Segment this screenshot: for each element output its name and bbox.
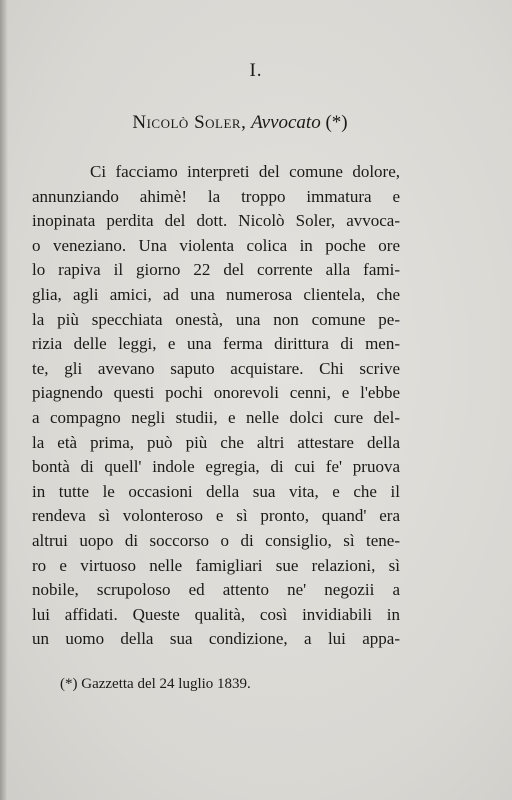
text-line: un uomo della sua condizione, a lui appa- <box>32 629 400 649</box>
chapter-number: I. <box>249 60 263 81</box>
text-line: la più specchiata onestà, una non comune pe- <box>32 309 400 329</box>
text-line: Ci facciamo interpreti del comune dolore, <box>90 162 400 181</box>
text-line: glia, agli amici, ad una numerosa clientela, che <box>32 284 400 304</box>
text-line: te, gli avevano saputo acquistare. Chi scrive <box>32 358 400 378</box>
text-line: in tutte le occasioni della sua vita, e che il <box>32 481 400 501</box>
heading-title: Avvocato <box>251 112 321 133</box>
text-line: piagnendo questi pochi onorevoli cenni, e l'ebbe <box>32 383 400 403</box>
text-line: bontà di quell' indole egregia, di cui fe' pruova <box>32 457 400 477</box>
text-line: inopinata perdita del dott. Nicolò Soler, avvoca- <box>32 211 400 231</box>
footnote: (*) Gazzetta del 24 luglio 1839. <box>60 676 251 692</box>
text-line: la età prima, può più che altri attestare della <box>32 432 400 452</box>
text-line: lo rapiva il giorno 22 del corrente alla fami- <box>32 260 400 280</box>
text-line: rizia delle leggi, e una ferma dirittura di men- <box>32 334 400 354</box>
text-line: a compagno negli studii, e nelle dolci cure del- <box>32 407 400 427</box>
text-line: altrui uopo di soccorso o di consiglio, sì tene- <box>32 530 400 550</box>
text-line: annunziando ahimè! la troppo immatura e <box>32 186 400 206</box>
text-line: o veneziano. Una violenta colica in poche ore <box>32 235 400 255</box>
text-line: rendeva sì volonteroso e sì pronto, quand' era <box>32 506 400 526</box>
text-line: lui affidati. Queste qualità, così invidiabili in <box>32 604 400 624</box>
body-text <box>32 160 400 652</box>
heading-name: Nicolò Soler, <box>132 112 247 133</box>
article-heading <box>0 112 480 134</box>
heading-footnote-mark: (*) <box>325 112 348 133</box>
text-line: ro e virtuoso nelle famigliari sue relazioni, sì <box>32 555 400 575</box>
text-line: nobile, scrupoloso ed attento ne' negozii a <box>32 580 400 600</box>
